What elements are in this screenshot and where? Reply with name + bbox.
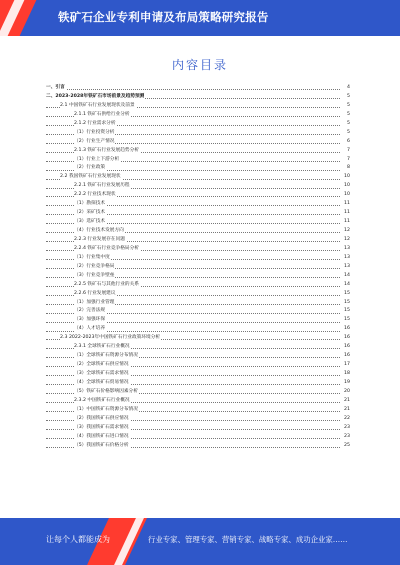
toc-entry[interactable] [46, 281, 350, 290]
toc-entry-page: 5 [341, 111, 350, 120]
toc-entry-label: 一、引言 [46, 84, 66, 93]
toc-entry-page: 8 [341, 164, 350, 173]
toc-entry[interactable] [46, 334, 350, 343]
toc-entry[interactable] [46, 388, 350, 397]
toc-entry-page: 10 [341, 191, 350, 200]
toc-entry-page: 25 [341, 442, 350, 451]
toc-entry[interactable] [46, 415, 350, 424]
toc-entry[interactable] [46, 254, 350, 263]
toc-entry-label: （1）行业投资分析 [74, 129, 115, 138]
toc-entry[interactable] [46, 227, 350, 236]
toc-entry-label: 2.2.1 铁矿石行业发展历程 [74, 182, 131, 191]
toc-entry[interactable] [46, 147, 350, 156]
toc-entry-label: （3）全球铁矿石需求情况 [74, 370, 130, 379]
toc-entry-label: （2）行业政策 [74, 164, 106, 173]
toc-entry-label: 2.1.2 行业需求分析 [74, 120, 117, 129]
toc-entry-label: （1）行业上下游分析 [74, 156, 120, 165]
toc-entry-label: （3）行业竞争壁垒 [74, 272, 115, 281]
toc-entry-page: 12 [341, 227, 350, 236]
toc-entry-label: 2.2.6 行业发展建议 [74, 290, 117, 299]
toc-heading: 内容目录 [171, 58, 228, 72]
toc-entry[interactable] [46, 102, 350, 111]
toc-entry-page: 15 [341, 316, 350, 325]
toc-entry-page: 23 [341, 424, 350, 433]
toc-entry-page: 5 [341, 120, 350, 129]
toc-entry-page: 14 [341, 281, 350, 290]
toc-entry[interactable] [46, 433, 350, 442]
toc-entry[interactable] [46, 307, 350, 316]
toc-entry-label: 2.3.1 全球铁矿石行业概况 [74, 343, 131, 352]
toc-entry-label: 2.3.2 中国铁矿石行业概况 [74, 397, 131, 406]
toc-entry-label: （4）行业技术发展方向 [74, 227, 125, 236]
toc-entry-page: 17 [341, 361, 350, 370]
toc-entry-label: （2）行业竞争格局 [74, 263, 115, 272]
toc-entry-label: 2.1.3 铁矿石行业发展趋势分析 [74, 147, 140, 156]
toc-entry-page: 5 [341, 93, 350, 102]
toc-entry-label: 2.2.3 行业发展存在问题 [74, 236, 126, 245]
toc-entry[interactable] [46, 182, 350, 191]
footer-slogan-right: 行业专家、管理专家、营销专家、战略专家、成功企业家…… [148, 535, 348, 544]
toc-entry-page: 19 [341, 379, 350, 388]
toc-entry[interactable] [46, 120, 350, 129]
toc-entry[interactable] [46, 93, 350, 102]
toc-entry[interactable] [46, 370, 350, 379]
toc-entry-page: 11 [341, 209, 350, 218]
toc-entry-label: （5）我国铁矿石价格分析 [74, 442, 130, 451]
toc-entry[interactable] [46, 442, 350, 451]
header-band [0, 0, 400, 36]
toc-entry-page: 16 [341, 352, 350, 361]
toc-entry[interactable] [46, 191, 350, 200]
toc-entry-label: （4）人才培养 [74, 325, 106, 334]
toc-entry-label: （1）行业集中度 [74, 254, 111, 263]
toc-entry-label: （3）加强环保 [74, 316, 106, 325]
toc-entry-page: 16 [341, 334, 350, 343]
toc-entry[interactable] [46, 236, 350, 245]
toc-entry-label: （2）我国铁矿石供应情况 [74, 415, 130, 424]
toc-entry-page: 10 [341, 173, 350, 182]
toc-entry[interactable] [46, 173, 350, 182]
toc-entry[interactable] [46, 245, 350, 254]
toc-entry-label: 2.1 中国铁矿石行业发展现状及前景 [60, 102, 136, 111]
report-title: 铁矿石企业专利申请及布局策略研究报告 [58, 10, 269, 24]
toc-entry-page: 7 [341, 147, 350, 156]
toc-entry-label: （1）加强行业管理 [74, 299, 115, 308]
toc-entry-label: （2）采矿技术 [74, 209, 106, 218]
toc-entry-label: 2.2.5 铁矿石与其他行业的关系 [74, 281, 140, 290]
toc-entry-label: （4）我国铁矿石进口情况 [74, 433, 130, 442]
toc-entry-label: （1）中国铁矿石资源分布情况 [74, 406, 139, 415]
toc-entry-page: 14 [341, 272, 350, 281]
toc-entry-page: 10 [341, 182, 350, 191]
dot-leader [46, 89, 340, 90]
toc-entry-page: 22 [341, 415, 350, 424]
toc-entry[interactable] [46, 129, 350, 138]
toc-entry[interactable] [46, 209, 350, 218]
toc-entry[interactable] [46, 272, 350, 281]
toc-entry[interactable] [46, 379, 350, 388]
toc-entry-label: 二、2023-2028年铁矿石市场前景及趋势预测 [46, 93, 145, 102]
toc-entry[interactable] [46, 406, 350, 415]
toc-entry-page: 13 [341, 254, 350, 263]
toc-entry[interactable] [46, 361, 350, 370]
toc-entry-label: 2.2 我国铁矿石行业发展现状 [60, 173, 122, 182]
toc-entry-page: 11 [341, 200, 350, 209]
toc-entry-page: 21 [341, 406, 350, 415]
toc-entry-page: 11 [341, 218, 350, 227]
toc-entry-page: 13 [341, 263, 350, 272]
toc-entry[interactable] [46, 290, 350, 299]
toc-entry-page: 5 [341, 102, 350, 111]
toc-entry-label: （1）全球铁矿石资源分布情况 [74, 352, 139, 361]
toc-entry-page: 20 [341, 388, 350, 397]
toc-entry-page: 5 [341, 129, 350, 138]
footer-band [0, 518, 400, 565]
toc-entry-label: （2）行业生产情况 [74, 138, 115, 147]
footer-slogan-left: 让每个人都能成为 [46, 535, 110, 544]
toc-entry-page: 15 [341, 307, 350, 316]
toc-entry-label: 2.3 2022-2023年中国铁矿石行业政策环境分析 [60, 334, 161, 343]
toc-entry-page: 4 [341, 84, 350, 93]
toc-entry[interactable] [46, 111, 350, 120]
toc-entry[interactable] [46, 263, 350, 272]
toc-entry-page: 13 [341, 245, 350, 254]
toc-entry-label: （2）全球铁矿石供应情况 [74, 361, 130, 370]
toc-entry[interactable] [46, 164, 350, 173]
toc-entry[interactable] [46, 424, 350, 433]
toc-entry-page: 18 [341, 370, 350, 379]
toc-entry[interactable] [46, 200, 350, 209]
toc-entry[interactable] [46, 156, 350, 165]
toc-entry[interactable] [46, 316, 350, 325]
toc-entry-page: 6 [341, 138, 350, 147]
toc-entry[interactable] [46, 352, 350, 361]
toc-entry[interactable] [46, 218, 350, 227]
toc-entry-page: 12 [341, 236, 350, 245]
toc-entry-label: （2）完善法规 [74, 307, 106, 316]
toc-entry[interactable] [46, 299, 350, 308]
toc-entry[interactable] [46, 84, 350, 93]
toc-entry-label: （1）勘探技术 [74, 200, 106, 209]
toc-entry-label: 2.2.4 铁矿石行业竞争格局分析 [74, 245, 140, 254]
table-of-contents [46, 84, 350, 450]
toc-entry-label: （4）全球铁矿石贸易情况 [74, 379, 130, 388]
toc-entry-label: 2.2.2 行业技术现状 [74, 191, 117, 200]
toc-entry-label: 2.1.1 铁矿石供给行业分析 [74, 111, 131, 120]
toc-entry[interactable] [46, 343, 350, 352]
toc-entry-page: 16 [341, 325, 350, 334]
toc-entry[interactable] [46, 325, 350, 334]
toc-entry[interactable] [46, 397, 350, 406]
toc-entry-label: （3）选矿技术 [74, 218, 106, 227]
toc-entry-page: 15 [341, 299, 350, 308]
toc-entry-page: 16 [341, 343, 350, 352]
toc-entry-page: 23 [341, 433, 350, 442]
toc-entry-page: 15 [341, 290, 350, 299]
toc-entry-page: 21 [341, 397, 350, 406]
toc-entry-label: （5）铁矿石价格影响因素分析 [74, 388, 139, 397]
toc-entry-page: 7 [341, 156, 350, 165]
toc-entry[interactable] [46, 138, 350, 147]
toc-entry-label: （3）我国铁矿石需求情况 [74, 424, 130, 433]
